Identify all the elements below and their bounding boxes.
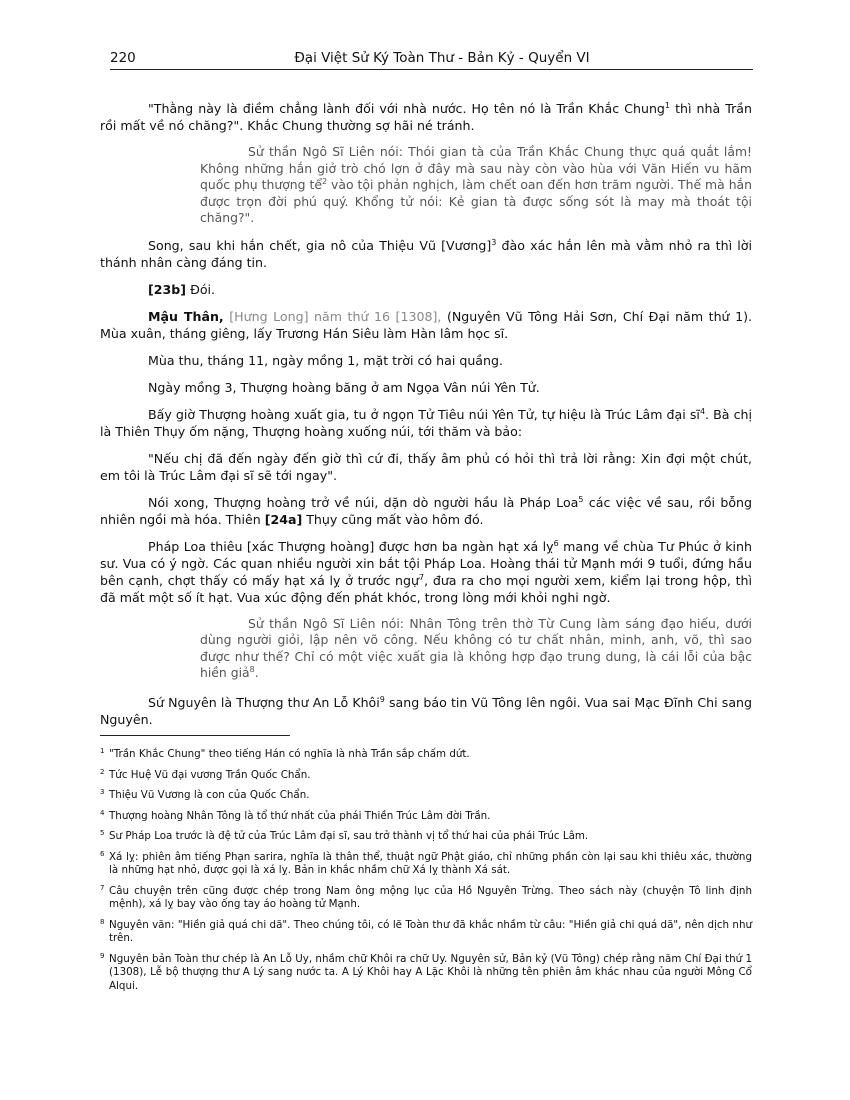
footnote-ref-8[interactable]: 8 [249, 665, 255, 674]
paragraph-8: "Nếu chị đã đến ngày đến giờ thì cứ đi, thấy âm phủ có hỏi thì trả lời rằng: Xin đợi một chút, em tôi là Trúc Lâm đại sĩ sẽ tới ngay". [100, 450, 752, 483]
main-text [100, 100, 752, 738]
footnote-ref-5[interactable]: 5 [578, 494, 584, 504]
footnote-number: 5 [100, 829, 105, 837]
footnote-1 [100, 748, 752, 762]
footnote-number: 9 [100, 951, 105, 960]
footnote-text: Tức Huệ Vũ đại vương Trần Quốc Chẩn. [109, 768, 311, 781]
text: . Bà chị là Thiên Thụy ốm nặng, Thượng hoàng xuống núi, tới thăm và bảo: [100, 406, 752, 439]
text: mang về chùa Tư Phúc ở kinh sư. Vua có ý ngờ. Các quan nhiều người xin bắt tội Pháp Loa. Hoàng thái tử Mạnh mới 9 tuổi, đứng hầu bên cạnh, chợt thấy có mấy hạt xá lỵ ở trước ngự [100, 538, 752, 588]
footnote-number: 8 [100, 917, 105, 926]
footnote-text: Xá lỵ: phiên âm tiếng Phạn sarira, nghĩa là thân thể, thuật ngữ Phật giáo, chỉ những phần còn lại sau khi thiêu xác, thường là những hạt nhỏ, được gọi là xá lỵ. Bản in khắc nhầm chữ Xá lỵ thành Xá sát. [109, 850, 752, 876]
running-title: Đại Việt Sử Ký Toàn Thư - Bản Kỷ - Quyển VI [294, 50, 590, 66]
footnotes [100, 748, 752, 1000]
footnote-6 [100, 851, 752, 878]
text: vào tội phản nghịch, làm chết oan đến hơn trăm người. Thế mà hắn được trọn đời phú quý. Khổng tử nói: Kẻ gian tà được sống sót là may mà thoát tội chăng?". [200, 177, 753, 225]
footnote-text: Sư Pháp Loa trước là đệ tử của Trúc Lâm đại sĩ, sau trở thành vị tổ thứ hai của phái Trúc Lâm. [109, 830, 589, 842]
footnote-7 [100, 885, 752, 912]
text: Sứ Nguyên là Thượng thư An Lỗ Khôi [148, 694, 380, 710]
text: Song, sau khi hắn chết, gia nô của Thiệu Vũ [Vương] [148, 237, 492, 253]
footnote-ref-4[interactable]: 4 [699, 406, 706, 416]
paragraph-5: Mùa thu, tháng 11, ngày mồng 1, mặt trời có hai quầng. [148, 352, 503, 368]
footnote-9 [100, 953, 752, 994]
text: các việc về sau, rồi bỗng nhiên ngồi mà hóa. Thiên [100, 494, 752, 527]
footnote-ref-2[interactable]: 2 [321, 177, 328, 186]
text: thì nhà Trần rồi mất về nó chăng?". Khắc Chung thường sợ hãi né tránh. [100, 101, 753, 133]
footnote-number: 1 [100, 747, 105, 755]
footnote-ref-1[interactable]: 1 [664, 101, 671, 110]
text: Sử thần Ngô Sĩ Liên nói: Nhân Tông trên thờ Từ Cung làm sáng đạo hiếu, dưới dùng người giỏi, lập nên võ công. Nếu không có tư chất nhân, minh, anh, võ, thì sao được như thế? Chỉ có một việc xuất gia là không hợp đạo trung dung, là cái lỗi của bậc hiền giả [200, 615, 752, 680]
paragraph-10 [100, 538, 752, 606]
footnote-text: Thiệu Vũ Vương là con của Quốc Chẩn. [109, 789, 310, 801]
historian-comment-2 [200, 616, 752, 682]
historian-comment-1 [200, 144, 752, 227]
footnote-ref-9[interactable]: 9 [379, 694, 385, 704]
paragraph-11 [100, 694, 752, 728]
footnote-number: 3 [100, 788, 105, 796]
paragraph-1 [100, 100, 752, 134]
footnote-text: "Trần Khắc Chung" theo tiếng Hán có nghĩa là nhà Trần sắp chấm dứt. [109, 748, 470, 760]
footnote-ref-6[interactable]: 6 [553, 538, 559, 548]
text: Nói xong, Thượng hoàng trở về núi, dặn dò người hầu là Pháp Loa [148, 494, 579, 510]
footnote-number: 7 [100, 883, 105, 892]
paragraph-2 [100, 237, 752, 271]
footnote-text: Nguyên văn: "Hiền giả quá chi dã". Theo chúng tôi, có lẽ Toàn thư đã khắc nhầm từ câu: "Hiền giả chi quá dã", nên dịch như trên. [109, 918, 752, 944]
footnote-number: 2 [100, 767, 105, 776]
text: sang báo tin Vũ Tông lên ngôi. Vua sai Mạc Đĩnh Chi sang Nguyên. [100, 694, 753, 727]
text: Thụy cũng mất vào hôm đó. [302, 511, 484, 527]
footnote-4 [100, 810, 752, 824]
text: Bấy giờ Thượng hoàng xuất gia, tu ở ngọn Tử Tiêu núi Yên Tử, tự hiệu là Trúc Lâm đại sĩ [148, 406, 700, 422]
footnote-ref-7[interactable]: 7 [419, 572, 425, 582]
paragraph-6: Ngày mồng 3, Thượng hoàng băng ở am Ngọa Vân núi Yên Tử. [148, 379, 540, 395]
footnote-ref-3[interactable]: 3 [491, 237, 497, 247]
text: (Nguyên Vũ Tông Hải Sơn, Chí Đại năm thứ 1). Mùa xuân, tháng giêng, lấy Trương Hán Siêu làm Hàn lâm học sĩ. [100, 308, 753, 341]
paragraph-4 [100, 308, 752, 342]
footnote-3 [100, 789, 752, 803]
footnote-separator [100, 735, 290, 736]
paragraph-9 [100, 494, 752, 528]
text: Sử thần Ngô Sĩ Liên nói: Thói gian tà của Trần Khắc Chung thực quá quắt lắm! Không những hắn giở trò chó lợn ở đây mà sau này còn vào hùa với Văn Hiến vu hãm quốc phụ thượng tể [200, 144, 752, 192]
text: , đưa ra cho mọi người xem, kiểm lại trong hộp, thì đã mất một số ít hạt. Vua xúc động đến phát khóc, trong lòng mới khỏi nghi ngờ. [100, 572, 752, 605]
reign-year: [Hưng Long] năm thứ 16 [1308], [223, 308, 442, 324]
text: đào xác hắn lên mà vằm nhỏ ra thì lời thánh nhân càng đáng tin. [100, 237, 752, 270]
text: . [254, 665, 259, 680]
text: Pháp Loa thiêu [xác Thượng hoàng] được hơn ba ngàn hạt xá lỵ [148, 538, 554, 554]
footnote-2 [100, 769, 752, 783]
footnote-number: 4 [100, 808, 105, 817]
text: "Thằng này là điềm chẳng lành đối với nhà nước. Họ tên nó là Trần Khắc Chung [148, 101, 665, 116]
footnote-5 [100, 830, 752, 844]
footnote-text: Câu chuyện trên cũng được chép trong Nam ông mộng lục của Hồ Nguyên Trừng. Theo sách này (chuyện Tô linh định mệnh), xá lỵ bay vào ống tay áo hoàng tử Mạnh. [109, 884, 752, 910]
year-heading: Mậu Thân, [148, 308, 224, 324]
paragraph-3 [100, 281, 752, 298]
footnote-text: Nguyên bản Toàn thư chép là An Lỗ Uy, nhầm chữ Khôi ra chữ Uy. Nguyên sử, Bản kỷ (Vũ Tông) chép rằng năm Chí Đại thứ 1 (1308), Lễ bộ thượng thư A Lý sang nước ta. A Lý Khôi hay A Lặc Khôi là những tên phiên âm khác nhau của người Mông Cổ Alqui. [109, 952, 752, 992]
page-number: 220 [110, 50, 136, 66]
header-rule [110, 69, 753, 70]
footnote-text: Thượng hoàng Nhân Tông là tổ thứ nhất của phái Thiền Trúc Lâm đời Trần. [109, 809, 491, 822]
folio-marker-24a: [24a] [264, 511, 303, 527]
paragraph-7 [100, 406, 752, 440]
text: Đói. [186, 281, 216, 297]
footnote-8 [100, 919, 752, 946]
footnote-number: 6 [100, 849, 105, 858]
folio-marker-23b: [23b] [148, 281, 187, 297]
